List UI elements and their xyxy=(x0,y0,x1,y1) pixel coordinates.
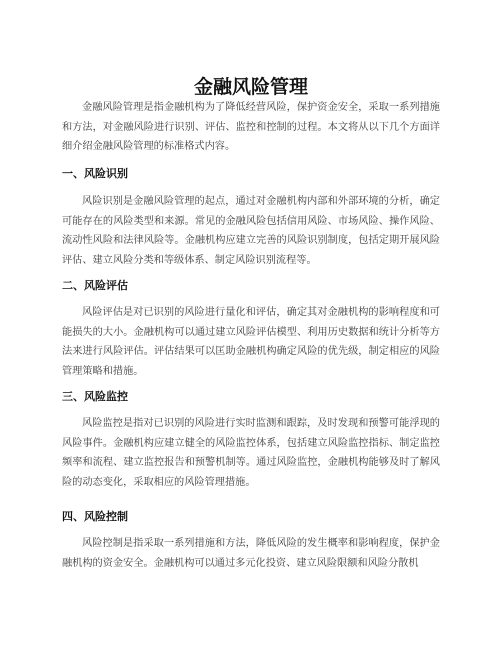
section-heading-risk-control: 四、风险控制 xyxy=(62,510,128,523)
section-heading-risk-monitoring: 三、风险监控 xyxy=(62,390,128,403)
section-heading-risk-identification: 一、风险识别 xyxy=(62,167,128,180)
document-title: 金融风险管理 xyxy=(193,75,308,98)
section-body-risk-control: 风险控制是指采取一系列措施和方法，降低风险的发生概率和影响程度，保护金融机构的资金安全。金融机构可以通过多元化投资、建立风险限额和风险分散机 xyxy=(62,538,440,569)
section-body-risk-identification: 风险识别是金融风险管理的起点，通过对金融机构内部和外部环境的分析，确定可能存在的风险类型和来源。常见的金融风险包括信用风险、市场风险、操作风险、流动性风险和法律风险等。金融机构应建立完善的风险识别制度，包括定期开展风险评估、建立风险分类和等级体系、制定风险识别流程等。 xyxy=(62,196,440,266)
section-heading-risk-assessment: 二、风险评估 xyxy=(62,279,128,292)
section-body-risk-assessment: 风险评估是对已识别的风险进行量化和评估，确定其对金融机构的影响程度和可能损失的大小。金融机构可以通过建立风险评估模型、利用历史数据和统计分析等方法来进行风险评估。评估结果可以匡助金融机构确定风险的优先级，制定相应的风险管理策略和措施。 xyxy=(62,307,440,377)
intro-paragraph: 金融风险管理是指金融机构为了降低经营风险，保护资金安全，采取一系列措施和方法，对金融风险进行识别、评估、监控和控制的过程。本文将从以下几个方面详细介绍金融风险管理的标准格式内容。 xyxy=(62,102,440,152)
section-body-risk-monitoring: 风险监控是指对已识别的风险进行实时监测和跟踪，及时发现和预警可能浮现的风险事件。金融机构应建立健全的风险监控体系，包括建立风险监控指标、制定监控频率和流程、建立监控报告和预警机制等。通过风险监控，金融机构能够及时了解风险的动态变化，采取相应的风险管理措施。 xyxy=(62,418,440,488)
